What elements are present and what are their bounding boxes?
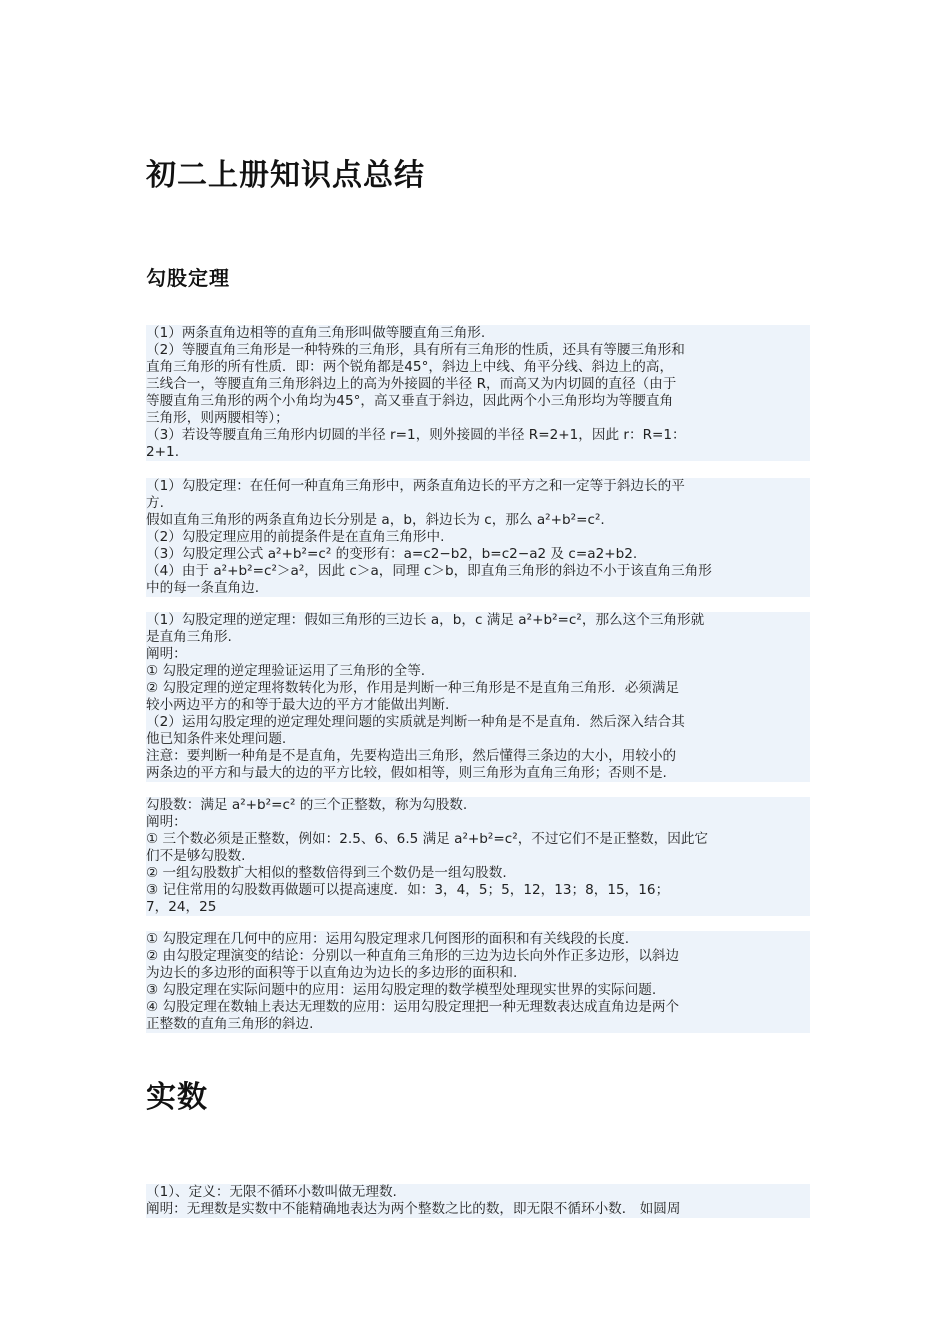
text-line: （3）若设等腰直角三角形内切圆的半径 r=1，则外接圆的半径 R=2+1，因此 r：R=1：	[146, 427, 810, 444]
text-line: 们不是够勾股数.	[146, 848, 810, 865]
text-line: （1）两条直角边相等的直角三角形叫做等腰直角三角形.	[146, 325, 810, 342]
text-line: 为边长的多边形的面积等于以直角边为边长的多边形的面积和.	[146, 965, 810, 982]
text-line: 方.	[146, 495, 810, 512]
text-line: （1）勾股定理：在任何一种直角三角形中，两条直角边长的平方之和一定等于斜边长的平	[146, 478, 810, 495]
paragraph-irrational-definition	[146, 1184, 810, 1218]
text-line: （3）勾股定理公式 a²+b²=c² 的变形有：a=c2−b2，b=c2−a2 及 c=a2+b2.	[146, 546, 810, 563]
text-line: （2）运用勾股定理的逆定理处理问题的实质就是判断一种角是不是直角．然后深入结合其	[146, 714, 810, 731]
text-line: 阐明：	[146, 646, 810, 663]
paragraph-converse-theorem	[146, 612, 810, 782]
text-line: 是直角三角形.	[146, 629, 810, 646]
text-line: （1）勾股定理的逆定理：假如三角形的三边长 a，b，c 满足 a²+b²=c²，那么这个三角形就	[146, 612, 810, 629]
text-line: 较小两边平方的和等于最大边的平方才能做出判断.	[146, 697, 810, 714]
text-line: （1）、定义：无限不循环小数叫做无理数.	[146, 1184, 810, 1201]
text-line: （2）勾股定理应用的前提条件是在直角三角形中.	[146, 529, 810, 546]
text-line: 7，24，25	[146, 899, 810, 916]
text-line: 阐明：无理数是实数中不能精确地表达为两个整数之比的数，即无限不循环小数． 如圆周	[146, 1201, 810, 1218]
paragraph-pythagorean-triples	[146, 797, 810, 916]
text-line: 阐明：	[146, 814, 810, 831]
text-line: 三角形，则两腰相等）；	[146, 410, 810, 427]
text-line: ① 勾股定理在几何中的应用：运用勾股定理求几何图形的面积和有关线段的长度.	[146, 931, 810, 948]
text-line: ② 由勾股定理演变的结论：分别以一种直角三角形的三边为边长向外作正多边形，以斜边	[146, 948, 810, 965]
text-line: 直角三角形的所有性质．即：两个锐角都是45°，斜边上中线、角平分线、斜边上的高，	[146, 359, 810, 376]
text-line: ③ 勾股定理在实际问题中的应用：运用勾股定理的数学模型处理现实世界的实际问题.	[146, 982, 810, 999]
text-line: ④ 勾股定理在数轴上表达无理数的应用：运用勾股定理把一种无理数表达成直角边是两个	[146, 999, 810, 1016]
section-heading-pythagorean: 勾股定理	[146, 266, 230, 290]
text-line: ② 一组勾股数扩大相似的整数倍得到三个数仍是一组勾股数.	[146, 865, 810, 882]
text-line: 他已知条件来处理问题.	[146, 731, 810, 748]
text-line: 中的每一条直角边.	[146, 580, 810, 597]
text-line: 正整数的直角三角形的斜边.	[146, 1016, 810, 1033]
text-line: （2）等腰直角三角形是一种特殊的三角形，具有所有三角形的性质，还具有等腰三角形和	[146, 342, 810, 359]
text-line: 两条边的平方和与最大的边的平方比较，假如相等，则三角形为直角三角形；否则不是.	[146, 765, 810, 782]
text-line: 注意：要判断一种角是不是直角，先要构造出三角形，然后懂得三条边的大小，用较小的	[146, 748, 810, 765]
document-title: 初二上册知识点总结	[146, 158, 425, 193]
paragraph-pythagorean-theorem	[146, 478, 810, 597]
text-line: ② 勾股定理的逆定理将数转化为形，作用是判断一种三角形是不是直角三角形．必须满足	[146, 680, 810, 697]
paragraph-applications	[146, 931, 810, 1033]
text-line: ① 三个数必须是正整数，例如：2.5、6、6.5 满足 a²+b²=c²，不过它们不是正整数，因此它	[146, 831, 810, 848]
text-line: ③ 记住常用的勾股数再做题可以提高速度．如：3，4，5；5，12，13；8，15，16；	[146, 882, 810, 899]
text-line: 假如直角三角形的两条直角边长分别是 a，b，斜边长为 c，那么 a²+b²=c².	[146, 512, 810, 529]
text-line: 等腰直角三角形的两个小角均为45°，高又垂直于斜边，因此两个小三角形均为等腰直角	[146, 393, 810, 410]
paragraph-isosceles-right-triangle	[146, 325, 810, 461]
text-line: 2+1.	[146, 444, 810, 461]
text-line: 勾股数：满足 a²+b²=c² 的三个正整数，称为勾股数.	[146, 797, 810, 814]
text-line: 三线合一，等腰直角三角形斜边上的高为外接圆的半径 R，而高又为内切圆的直径（由于	[146, 376, 810, 393]
text-line: ① 勾股定理的逆定理验证运用了三角形的全等.	[146, 663, 810, 680]
section-heading-real-numbers: 实数	[146, 1080, 208, 1115]
text-line: （4）由于 a²+b²=c²＞a²，因此 c＞a，同理 c＞b，即直角三角形的斜边不小于该直角三角形	[146, 563, 810, 580]
